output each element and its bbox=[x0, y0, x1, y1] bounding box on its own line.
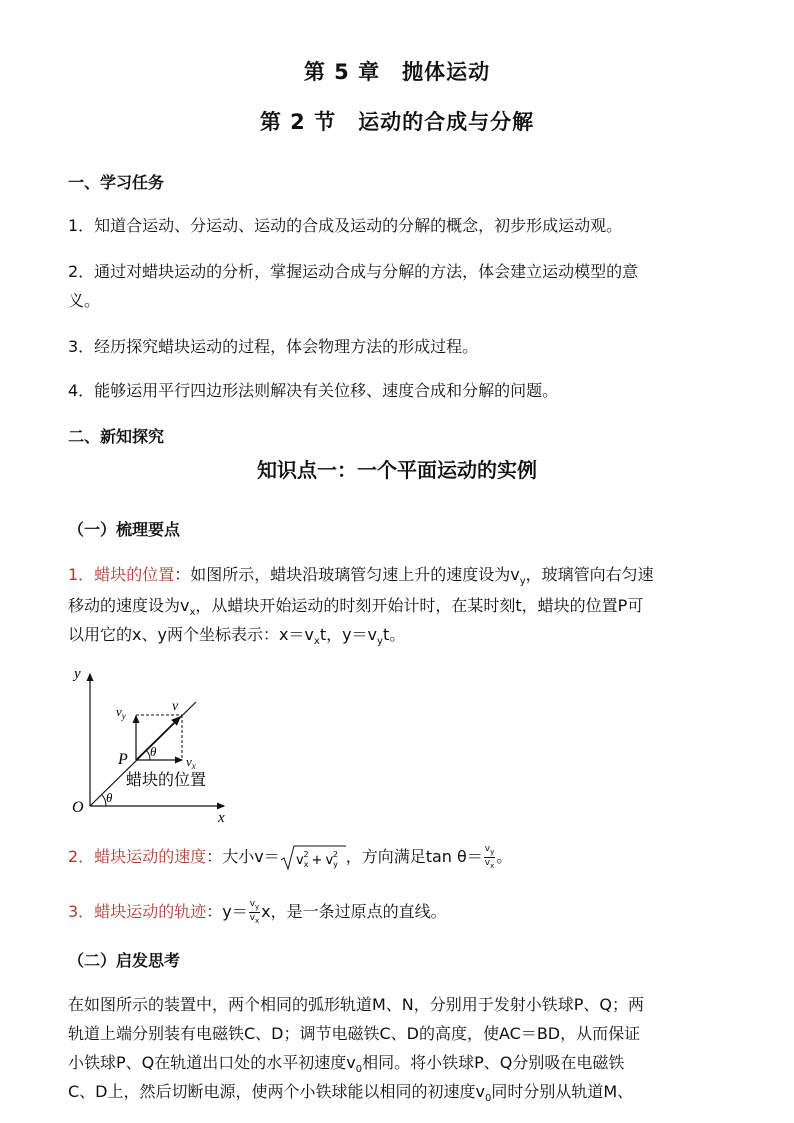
point1-text-b: ，玻璃管向右匀速 bbox=[525, 565, 654, 584]
label-theta-p: θ bbox=[150, 744, 157, 759]
point2-frac-den bbox=[484, 858, 495, 871]
task-item-2: 2．通过对蜡块运动的分析，掌握运动合成与分解的方法，体会建立运动模型的意 bbox=[68, 262, 639, 281]
think-line-1: 在如图所示的装置中，两个相同的弧形轨道M、N，分别用于发射小铁球P、Q；两 bbox=[68, 995, 645, 1014]
point3-frac-den-main: v bbox=[249, 913, 256, 923]
point3-frac-den-sub: x bbox=[255, 916, 260, 925]
sqrt-b-sub: y bbox=[332, 860, 338, 870]
point2-frac-num bbox=[484, 844, 495, 858]
point1-num: 1． bbox=[68, 565, 95, 584]
label-vy-sub: y bbox=[121, 711, 126, 721]
figure-caption: 蜡块的位置 bbox=[126, 770, 207, 789]
point1-text-a: ：如图所示，蜡块沿玻璃管匀速上升的速度设为v bbox=[174, 565, 520, 584]
point3-label: 蜡块运动的轨迹 bbox=[94, 902, 207, 921]
tasks-heading: 一、学习任务 bbox=[68, 173, 165, 192]
point2-pre: ：大小v＝ bbox=[206, 847, 280, 866]
point1-sub-x2: x bbox=[313, 636, 320, 648]
point2-line bbox=[68, 842, 512, 872]
label-vx bbox=[186, 754, 196, 771]
point2-frac-num-main: v bbox=[484, 844, 491, 855]
point1-text-g: t。 bbox=[382, 625, 406, 644]
label-vx-main: v bbox=[186, 754, 192, 769]
task-item-1: 1．知道合运动、分运动、运动的合成及运动的分解的概念，初步形成运动观。 bbox=[68, 216, 623, 235]
point1-text-f: t，y＝v bbox=[319, 625, 378, 644]
point1-label: 蜡块的位置 bbox=[94, 565, 175, 584]
point2-num: 2． bbox=[68, 847, 95, 866]
point1-sub-x: x bbox=[189, 607, 196, 619]
point2-mid: ，方向满足tan θ＝ bbox=[345, 847, 483, 866]
sqrt-sign-icon bbox=[280, 844, 346, 872]
sqrt-expression bbox=[280, 843, 346, 873]
sqrt-a: v bbox=[295, 853, 304, 869]
think-line-3a: 小铁球P、Q在轨道出口处的水平初速度v bbox=[68, 1053, 356, 1072]
sqrt-b: v bbox=[325, 853, 333, 869]
label-o: O bbox=[72, 799, 84, 816]
knowledge-point-title: 知识点一：一个平面运动的实例 bbox=[257, 458, 537, 482]
task-item-2-cont: 义。 bbox=[68, 291, 101, 310]
task-item-3: 3．经历探究蜡块运动的过程，体会物理方法的形成过程。 bbox=[68, 337, 479, 356]
sub2-heading: （二）启发思考 bbox=[68, 951, 181, 970]
section-title: 第 2 节 运动的合成与分解 bbox=[259, 110, 535, 134]
point3-num: 3． bbox=[68, 902, 95, 921]
label-vy bbox=[116, 704, 126, 721]
point3-pre: ：y＝ bbox=[206, 902, 248, 921]
think-line-4b: 同时分别从轨道M、 bbox=[491, 1082, 634, 1101]
label-vy-main: v bbox=[116, 704, 122, 719]
point2-label: 蜡块运动的速度 bbox=[94, 847, 207, 866]
point3-frac-den bbox=[249, 913, 260, 926]
sub1-heading: （一）梳理要点 bbox=[68, 520, 181, 539]
point3-frac-num-main: v bbox=[249, 899, 256, 910]
label-x: x bbox=[218, 810, 225, 825]
point1-sub-y: y bbox=[519, 576, 526, 588]
think-line-2: 轨道上端分别装有电磁铁C、D；调节电磁铁C、D的高度，使AC＝BD，从而保证 bbox=[68, 1024, 641, 1043]
point3-frac-num-sub: y bbox=[255, 903, 260, 911]
label-vx-sub: x bbox=[191, 761, 196, 771]
v-arrow bbox=[136, 717, 180, 760]
think-line-4a: C、D上，然后切断电源，使两个小铁球能以相同的初速度v bbox=[68, 1082, 485, 1101]
label-y: y bbox=[74, 666, 81, 682]
point2-frac-den-sub: x bbox=[490, 861, 495, 870]
think-line-4 bbox=[68, 1077, 633, 1113]
sqrt-b-sup: 2 bbox=[332, 850, 338, 860]
wax-block-position-figure bbox=[66, 660, 236, 825]
point2-post: 。 bbox=[496, 847, 513, 866]
sqrt-a-sup: 2 bbox=[303, 850, 309, 860]
point3-post: x，是一条过原点的直线。 bbox=[261, 902, 447, 921]
sqrt-a-sub: x bbox=[303, 860, 309, 870]
chapter-title: 第 5 章 抛体运动 bbox=[303, 60, 491, 84]
think-sub-0b: 0 bbox=[484, 1093, 492, 1105]
point1-sub-y2: y bbox=[377, 636, 383, 648]
think-sub-0: 0 bbox=[355, 1064, 363, 1076]
point2-fraction bbox=[484, 844, 495, 871]
label-v: v bbox=[172, 699, 179, 714]
point3-frac-num bbox=[249, 899, 260, 913]
point2-frac-den-main: v bbox=[484, 858, 491, 868]
label-theta-o: θ bbox=[106, 790, 113, 805]
think-line-3b: 相同。将小铁球P、Q分别吸在电磁铁 bbox=[362, 1053, 625, 1072]
point1-line3 bbox=[68, 620, 405, 656]
task-item-4: 4．能够运用平行四边形法则解决有关位移、速度合成和分解的问题。 bbox=[68, 381, 559, 400]
svg-text:vx2+vy2 bbox=[296, 850, 338, 869]
point1-text-e: 以用它的x、y两个坐标表示：x＝v bbox=[68, 625, 314, 644]
label-p: P bbox=[118, 751, 128, 768]
point1-text-c: 移动的速度设为v bbox=[68, 596, 190, 615]
point1-text-d: ，从蜡块开始运动的时刻开始计时，在某时刻t，蜡块的位置P可 bbox=[195, 596, 644, 615]
point3-fraction bbox=[249, 899, 260, 926]
sqrt-plus: + bbox=[311, 853, 323, 869]
explore-heading: 二、新知探究 bbox=[68, 427, 165, 446]
point2-frac-num-sub: y bbox=[490, 848, 495, 856]
point3-line bbox=[68, 897, 447, 926]
